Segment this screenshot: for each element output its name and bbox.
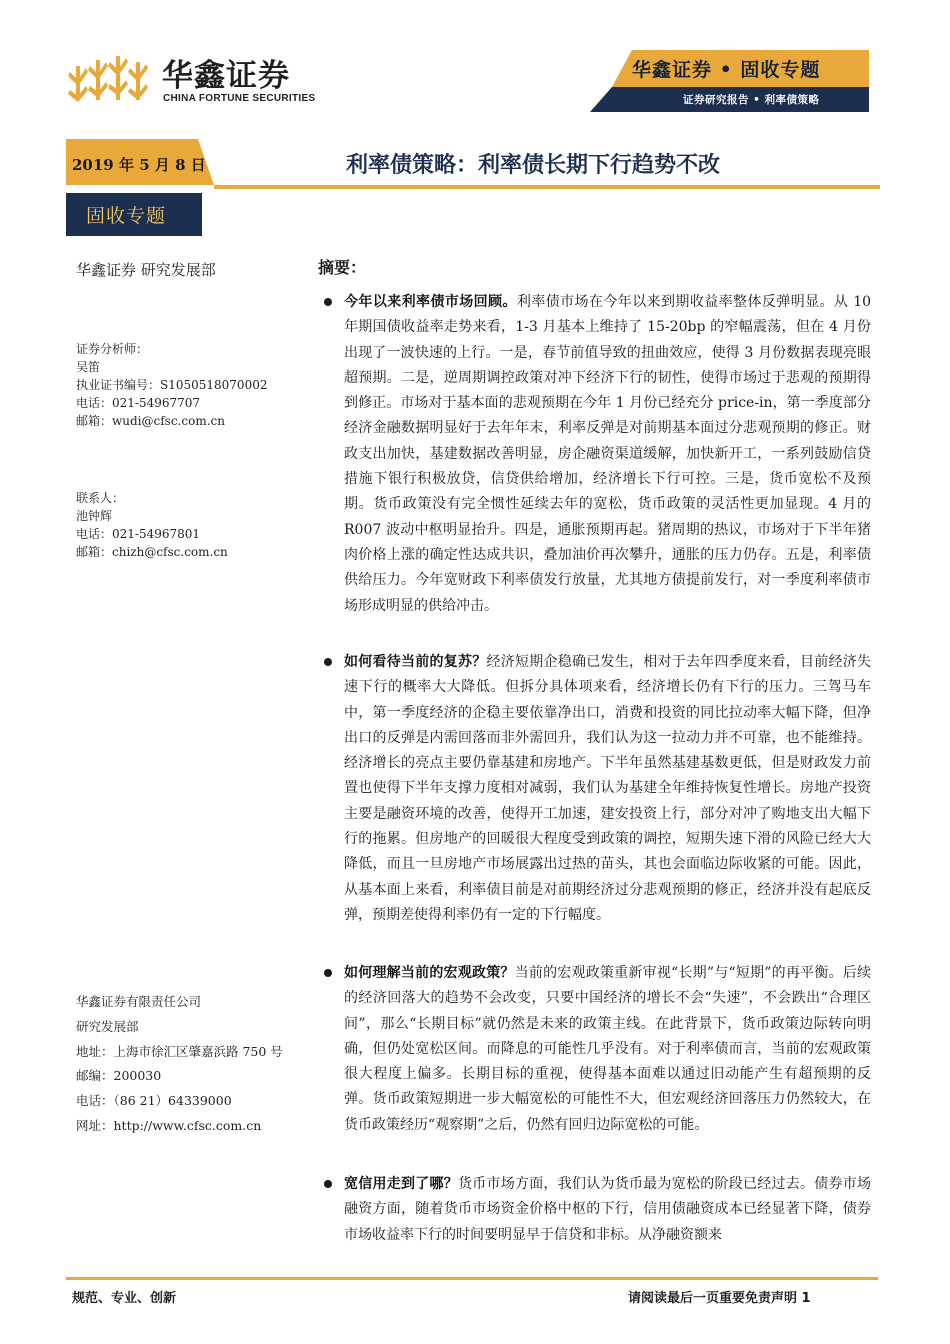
analyst-name: 吴笛 — [76, 360, 101, 374]
paragraph-lead: 今年以来利率债市场回顾。 — [344, 294, 517, 310]
paragraph-lead: 如何看待当前的复苏？ — [344, 654, 487, 670]
footer-divider — [66, 1277, 878, 1280]
analyst-phone: 电话：021-54967707 — [76, 396, 201, 410]
report-title: 利率债策略：利率债长期下行趋势不改 — [346, 153, 721, 178]
paragraph-body: 经济短期企稳确已发生，相对于去年四季度来看，目前经济失速下行的概率大大降低。但拆分具体项来看，经济增长仍有下行的压力。三驾马车中，第一季度经济的企稳主要依靠净出口，消费和投资的同比拉动率大幅下降，但净出口的反弹是内需回落而非外需回升，我们认为这一拉动力并不可靠，也不能维持。经济增长的亮点主要仍靠基建和房地产。下半年虽然基建基数更低，但是财政发力前置也使得下半年支撑力度相对减弱，我们认为基建全年维持恢复性增长。房地产投资主要是融资环境的改善，使得开工加速，建安投资上行，部分对冲了购地支出大幅下行的拖累。但房地产的回暖很大程度受到政策的调控，短期失速下滑的风险已经大大降低，而且一旦房地产市场展露出过热的苗头，其也会面临边际收紧的可能。因此，从基本面上来看，利率债目前是对前期经济过分悲观预期的修正，经济并没有起底反弹，预期差使得利率仍有一定的下行幅度。 — [344, 654, 871, 923]
analyst-email[interactable]: 邮箱：wudi@cfsc.com.cn — [76, 414, 225, 428]
logo-english-name: CHINA FORTUNE SECURITIES — [163, 93, 316, 104]
bullet-icon — [324, 1180, 332, 1188]
footer-slogan: 规范、专业、创新 — [72, 1291, 177, 1306]
company-address: 地址：上海市徐汇区肇嘉浜路 750 号 — [76, 1043, 283, 1059]
abstract-paragraph-3 — [324, 961, 871, 1138]
contact-email[interactable]: 邮箱：chizh@cfsc.com.cn — [76, 545, 228, 559]
contact-phone: 电话：021-54967801 — [76, 527, 201, 541]
company-logo-mark — [68, 46, 163, 112]
department-name: 华鑫证券 研究发展部 — [76, 261, 216, 279]
contact-info — [76, 489, 228, 561]
company-website[interactable]: 网址：http://www.cfsc.com.cn — [76, 1117, 262, 1133]
abstract-paragraph-1 — [324, 290, 871, 619]
bullet-icon — [324, 298, 332, 306]
analyst-info — [76, 340, 267, 430]
contact-name: 池钟辉 — [76, 509, 113, 523]
header-banner-title: 华鑫证券 • 固收专题 — [632, 59, 821, 81]
bullet-icon — [324, 969, 332, 977]
paragraph-lead: 宽信用走到了哪？ — [344, 1176, 458, 1192]
company-dept: 研究发展部 — [76, 1018, 139, 1034]
analyst-label: 证券分析师： — [76, 342, 149, 356]
analyst-license: 执业证书编号：S1050518070002 — [76, 378, 268, 392]
contact-label: 联系人： — [76, 491, 125, 505]
logo-wordmark: 华鑫证券 — [162, 58, 290, 94]
company-name: 华鑫证券有限责任公司 — [76, 994, 202, 1009]
company-postcode: 邮编：200030 — [76, 1068, 162, 1084]
abstract-paragraph-2 — [324, 650, 871, 928]
footer-disclaimer-note: 请阅读最后一页重要免责声明 1 — [628, 1291, 811, 1306]
bullet-icon — [324, 658, 332, 666]
abstract-paragraph-4 — [324, 1172, 871, 1248]
report-date: 2019 年 5 月 8 日 — [72, 156, 206, 174]
paragraph-lead: 如何理解当前的宏观政策？ — [344, 965, 515, 981]
company-info — [76, 990, 283, 1139]
header-banner-subtitle: 证券研究报告 • 利率债策略 — [683, 94, 820, 106]
paragraph-body: 货币市场方面，我们认为货币最为宽松的阶段已经过去。债券市场融资方面，随着货币市场资金价格中枢的下行，信用债融资成本已经显著下降，债券市场收益率下行的时间要明显早于信贷和非标。从净融资额来 — [344, 1176, 871, 1243]
paragraph-body: 利率债市场在今年以来到期收益率整体反弹明显。从 10 年期国债收益率走势来看，1-3 月基本上维持了 15-20bp 的窄幅震荡，但在 4 月份出现了一波快速的上行。一是，春节前值导致的扭曲效应，使得 3 月份数据表现亮眼超预期。二是，逆周期调控政策对冲下经济下行的韧性，使得市场过于悲观的预期得到修正。市场对于基本面的悲观预期在今年 1 月份已经充分 price-in，第一季度部分经济金融数据明显好于去年年末，利率反弹是对前期基本面过分悲观预期的修正。财政支出加快，基建数据改善明显，房企融资渠道缓解，加快新开工，一系列鼓励信贷措施下银行积极放贷，信贷供给增加，经济增长下行可控。三是，货币宽松不及预期。货币政策没有完全惯性延续去年的宽松，货币政策的灵活性更加显现。4 月的 R007 波动中枢明显抬升。四是，通胀预期再起。猪周期的热议，市场对于下半年猪肉价格上涨的确定性达成共识，叠加油价再次攀升，通胀的压力仍存。五是，利率债供给压力。今年宽财政下利率债发行放量，尤其地方债提前发行，对一季度利率债市场形成明显的供给冲击。 — [344, 294, 872, 614]
abstract-heading: 摘要： — [318, 258, 367, 277]
category-tag: 固收专题 — [86, 205, 167, 227]
title-divider — [214, 185, 880, 189]
company-phone: 电话：（86 21）64339000 — [76, 1093, 232, 1109]
paragraph-body: 当前的宏观政策重新审视“长期”与“短期”的再平衡。后续的经济回落大的趋势不会改变，只要中国经济的增长不会“失速”，不会跌出“合理区间”，那么“长期目标”就仍然是未来的政策主线。在此背景下，货币政策边际转向明确，但仍处宽松区间。而降息的可能性几乎没有。对于利率债而言，当前的宏观政策很大程度上偏多。长期目标的重视，使得基本面难以通过旧动能产生有超预期的反弹。货币政策短期进一步大幅宽松的可能性不大，但宏观经济回落压力仍然较大，在货币政策经历“观察期”之后，仍然有回归边际宽松的可能。 — [344, 965, 871, 1133]
